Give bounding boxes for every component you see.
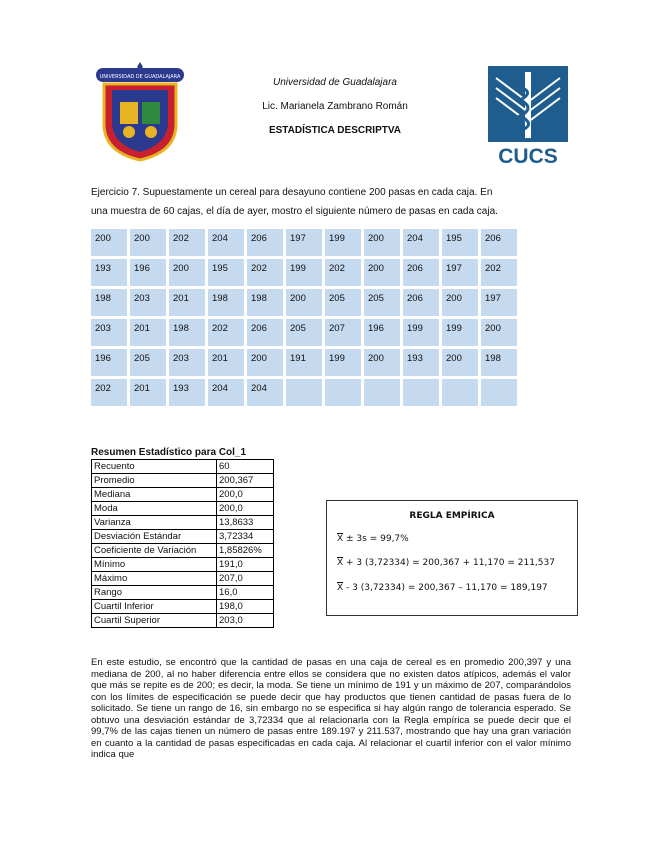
empirical-rule-title: REGLA EMPÍRICA bbox=[409, 511, 495, 521]
table-cell: 195 bbox=[208, 259, 244, 286]
conclusion-paragraph: En este estudio, se encontró que la cantidad de pasas en una caja de cereal es en promedio 200,397 y una mediana de 200, al no haber diferencia entre ellos se considera que no existen datos atípicos, además el valor que más se repite es de 200; es decir, la moda. Se tiene un mínimo de 191 y un máximo de 207, comparándolos con los límites de especificación se puede decir que hay productos que tienen cantidad de pasas fuera de lo solicitado. Se tiene un rango de 16, sin embargo no se especifica si hay algún rango de tolerancia esperado. Se obtuvo una desviación estándar de 3,72334 que al relacionarla con la Regla empírica se puede decir que el 99,7% de las cajas tienen un número de pasas entre 189.197 y 211.537, mostrando que hay una gran variación en cuanto a la cantidad de pasas especificadas en cada caja. Al relacionar el cuartil inferior con el valor mínimo indica que bbox=[91, 657, 571, 760]
xbar-symbol: $\overline{X}$ bbox=[337, 534, 344, 544]
table-cell: 203 bbox=[169, 349, 205, 376]
table-cell bbox=[403, 379, 439, 406]
table-cell: 197 bbox=[286, 229, 322, 256]
table-cell: 200 bbox=[286, 289, 322, 316]
summary-row bbox=[92, 558, 274, 572]
summary-value: 16,0 bbox=[217, 586, 274, 600]
table-cell: 203 bbox=[130, 289, 166, 316]
table-cell: 200 bbox=[169, 259, 205, 286]
table-cell: 205 bbox=[364, 289, 400, 316]
table-cell: 199 bbox=[403, 319, 439, 346]
table-cell: 191 bbox=[286, 349, 322, 376]
table-cell bbox=[442, 379, 478, 406]
table-cell: 207 bbox=[325, 319, 361, 346]
table-row bbox=[91, 289, 517, 316]
summary-row bbox=[92, 460, 274, 474]
table-cell: 200 bbox=[91, 229, 127, 256]
table-cell bbox=[286, 379, 322, 406]
summary-value: 207,0 bbox=[217, 572, 274, 586]
table-cell: 200 bbox=[364, 259, 400, 286]
table-cell: 199 bbox=[286, 259, 322, 286]
table-cell: 206 bbox=[403, 289, 439, 316]
intro-line-2: una muestra de 60 cajas, el día de ayer, mostro el siguiente número de pasas en cada caja. bbox=[91, 206, 498, 217]
table-cell: 200 bbox=[364, 229, 400, 256]
table-cell: 200 bbox=[442, 289, 478, 316]
summary-row bbox=[92, 544, 274, 558]
table-cell: 198 bbox=[169, 319, 205, 346]
udg-logo-text: UNIVERSIDAD DE GUADALAJARA bbox=[99, 74, 181, 80]
table-row bbox=[91, 379, 517, 406]
udg-logo bbox=[96, 62, 184, 162]
table-cell: 204 bbox=[208, 229, 244, 256]
empirical-rule-line-2 bbox=[337, 558, 555, 568]
summary-value: 191,0 bbox=[217, 558, 274, 572]
table-cell: 202 bbox=[325, 259, 361, 286]
empirical-rule-box bbox=[326, 500, 578, 616]
table-cell: 200 bbox=[442, 349, 478, 376]
summary-label: Mediana bbox=[92, 488, 217, 502]
table-cell: 202 bbox=[208, 319, 244, 346]
summary-label: Recuento bbox=[92, 460, 217, 474]
table-cell: 201 bbox=[208, 349, 244, 376]
table-cell: 198 bbox=[247, 289, 283, 316]
empirical-rule-line-1-text: ± 3s = 99,7% bbox=[343, 534, 409, 544]
summary-value: 60 bbox=[217, 460, 274, 474]
table-cell: 202 bbox=[169, 229, 205, 256]
table-row bbox=[91, 319, 517, 346]
empirical-rule-line-3-text: - 3 (3,72334) = 200,367 – 11,170 = 189,197 bbox=[343, 583, 548, 593]
table-cell: 204 bbox=[403, 229, 439, 256]
table-cell bbox=[325, 379, 361, 406]
summary-row bbox=[92, 572, 274, 586]
summary-label: Promedio bbox=[92, 474, 217, 488]
summary-label: Cuartil Superior bbox=[92, 614, 217, 628]
summary-value: 200,0 bbox=[217, 502, 274, 516]
table-cell: 200 bbox=[247, 349, 283, 376]
intro-line-1: Ejercicio 7. Supuestamente un cereal para desayuno contiene 200 pasas en cada caja. En bbox=[91, 187, 493, 198]
table-cell: 199 bbox=[325, 349, 361, 376]
table-cell: 197 bbox=[481, 289, 517, 316]
xbar-symbol: $\overline{X}$ bbox=[337, 558, 344, 568]
table-cell: 193 bbox=[91, 259, 127, 286]
cucs-logo-text: CUCS bbox=[498, 145, 558, 168]
empirical-rule-line-1 bbox=[337, 534, 409, 544]
table-cell: 204 bbox=[208, 379, 244, 406]
table-row bbox=[91, 259, 517, 286]
raisins-data-table bbox=[88, 226, 520, 409]
summary-label: Mínimo bbox=[92, 558, 217, 572]
table-cell: 202 bbox=[91, 379, 127, 406]
table-cell: 198 bbox=[91, 289, 127, 316]
summary-value: 200,367 bbox=[217, 474, 274, 488]
table-cell: 205 bbox=[130, 349, 166, 376]
subject-title: ESTADÍSTICA DESCRIPTVA bbox=[268, 125, 402, 136]
table-cell: 202 bbox=[247, 259, 283, 286]
table-cell: 196 bbox=[130, 259, 166, 286]
cucs-logo bbox=[488, 66, 568, 168]
summary-label: Coeficiente de Variación bbox=[92, 544, 217, 558]
summary-label: Cuartil Inferior bbox=[92, 600, 217, 614]
summary-label: Moda bbox=[92, 502, 217, 516]
table-cell: 193 bbox=[403, 349, 439, 376]
summary-label: Varianza bbox=[92, 516, 217, 530]
summary-table bbox=[91, 459, 274, 628]
table-cell: 200 bbox=[130, 229, 166, 256]
summary-row bbox=[92, 516, 274, 530]
table-cell bbox=[364, 379, 400, 406]
table-cell bbox=[481, 379, 517, 406]
summary-row bbox=[92, 502, 274, 516]
table-cell: 199 bbox=[325, 229, 361, 256]
summary-label: Desviación Estándar bbox=[92, 530, 217, 544]
table-cell: 201 bbox=[130, 319, 166, 346]
summary-row bbox=[92, 530, 274, 544]
summary-row bbox=[92, 600, 274, 614]
summary-row bbox=[92, 586, 274, 600]
table-cell: 206 bbox=[403, 259, 439, 286]
table-row bbox=[91, 229, 517, 256]
table-row bbox=[91, 349, 517, 376]
summary-title: Resumen Estadístico para Col_1 bbox=[91, 447, 247, 458]
table-cell: 202 bbox=[481, 259, 517, 286]
table-cell: 201 bbox=[130, 379, 166, 406]
summary-label: Rango bbox=[92, 586, 217, 600]
table-cell: 193 bbox=[169, 379, 205, 406]
summary-value: 203,0 bbox=[217, 614, 274, 628]
table-cell: 205 bbox=[325, 289, 361, 316]
summary-value: 198,0 bbox=[217, 600, 274, 614]
summary-value: 200,0 bbox=[217, 488, 274, 502]
summary-row bbox=[92, 488, 274, 502]
university-name: Universidad de Guadalajara bbox=[273, 77, 397, 88]
table-cell: 200 bbox=[364, 349, 400, 376]
empirical-rule-line-3 bbox=[337, 583, 548, 593]
table-cell: 196 bbox=[364, 319, 400, 346]
table-cell: 195 bbox=[442, 229, 478, 256]
xbar-symbol: $\overline{X}$ bbox=[337, 583, 344, 593]
table-cell: 205 bbox=[286, 319, 322, 346]
table-cell: 206 bbox=[481, 229, 517, 256]
summary-value: 1,85826% bbox=[217, 544, 274, 558]
table-cell: 196 bbox=[91, 349, 127, 376]
table-cell: 201 bbox=[169, 289, 205, 316]
summary-value: 3,72334 bbox=[217, 530, 274, 544]
table-cell: 198 bbox=[208, 289, 244, 316]
table-cell: 204 bbox=[247, 379, 283, 406]
table-cell: 206 bbox=[247, 319, 283, 346]
table-cell: 199 bbox=[442, 319, 478, 346]
author-name: Lic. Marianela Zambrano Román bbox=[262, 101, 408, 112]
exercise-intro bbox=[91, 183, 571, 221]
table-cell: 206 bbox=[247, 229, 283, 256]
summary-value: 13,8633 bbox=[217, 516, 274, 530]
summary-row bbox=[92, 614, 274, 628]
summary-row bbox=[92, 474, 274, 488]
empirical-rule-line-2-text: + 3 (3,72334) = 200,367 + 11,170 = 211,537 bbox=[343, 558, 555, 568]
summary-label: Máximo bbox=[92, 572, 217, 586]
table-cell: 203 bbox=[91, 319, 127, 346]
table-cell: 197 bbox=[442, 259, 478, 286]
table-cell: 198 bbox=[481, 349, 517, 376]
table-cell: 200 bbox=[481, 319, 517, 346]
